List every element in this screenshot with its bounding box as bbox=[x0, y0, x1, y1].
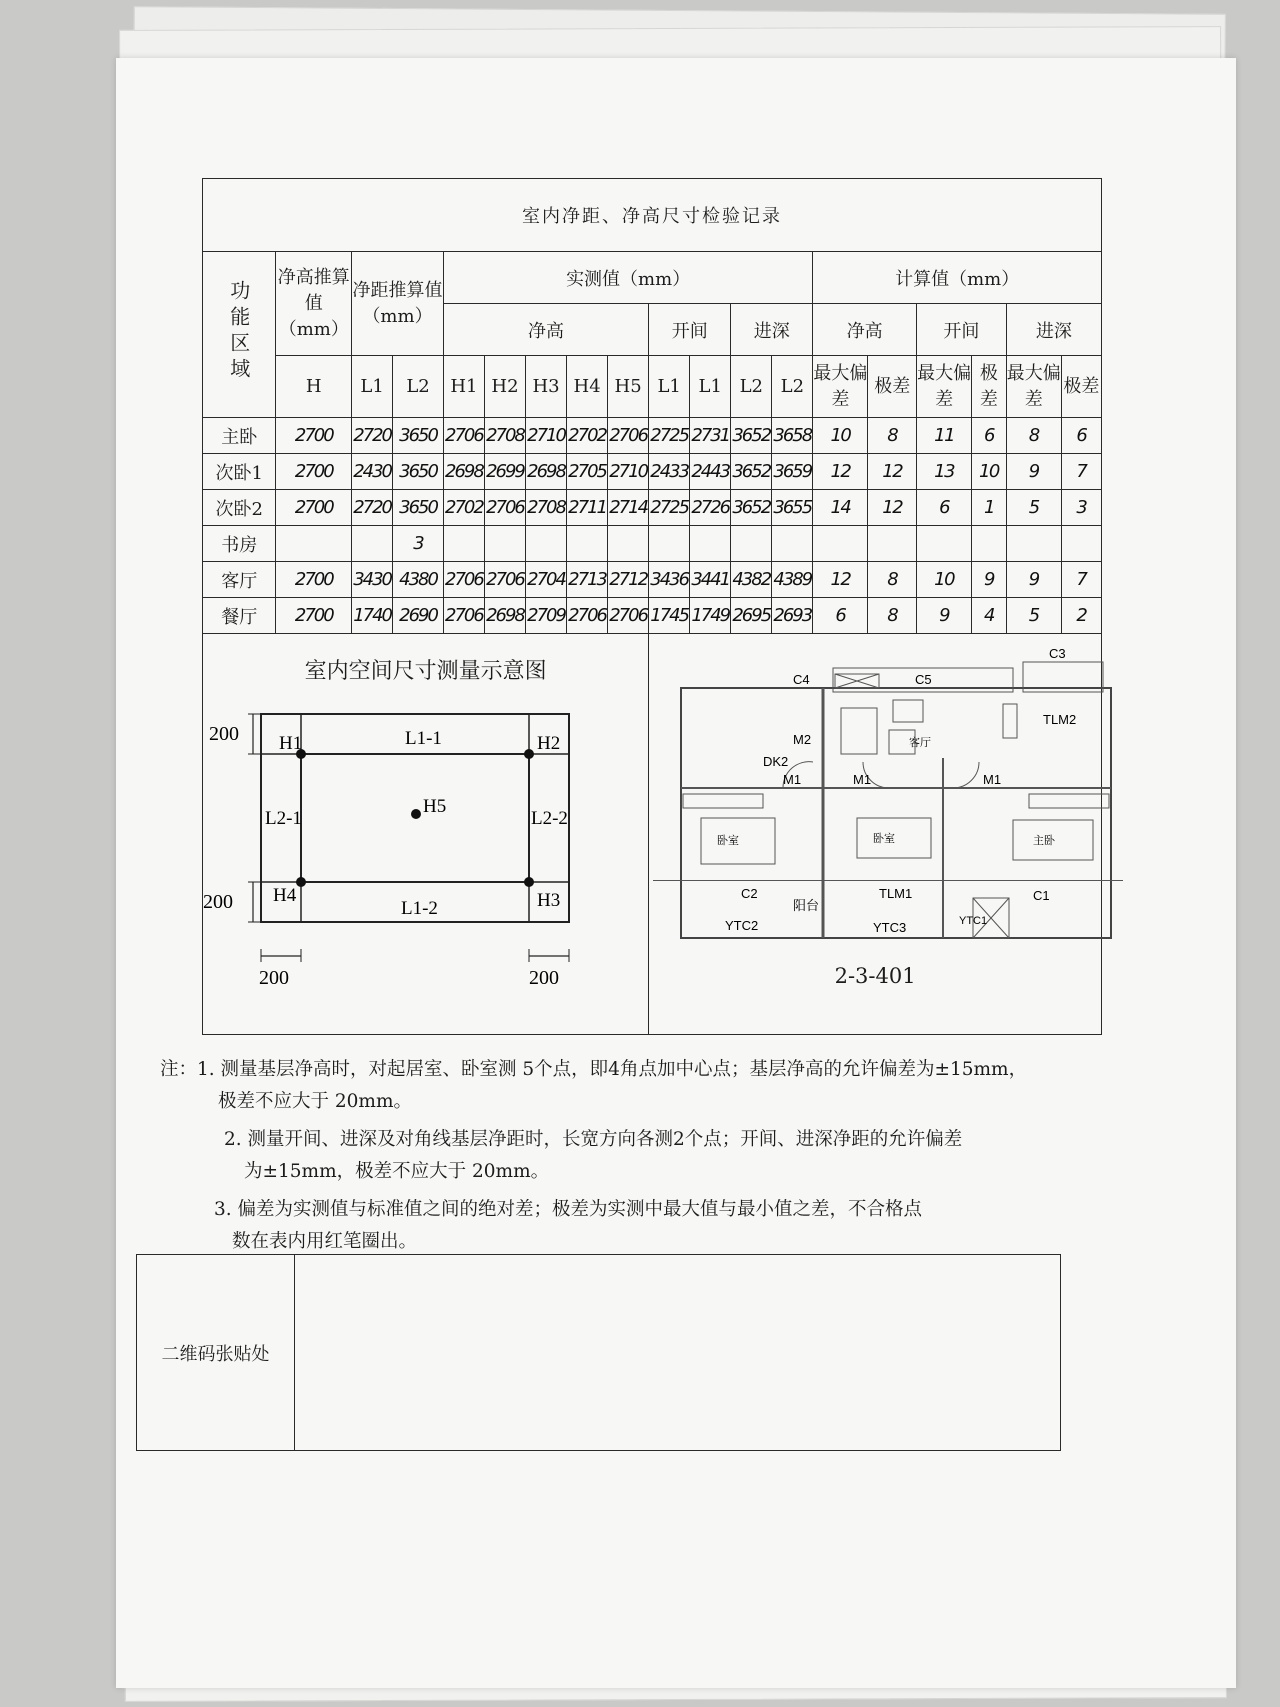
table-cell bbox=[1006, 526, 1061, 562]
fp-m1c: M1 bbox=[983, 772, 1002, 787]
col-code: L2 bbox=[772, 356, 813, 418]
table-cell: 3430 bbox=[352, 562, 393, 598]
floorplan-drawing bbox=[653, 648, 1123, 1018]
table-cell: 3650 bbox=[393, 490, 444, 526]
table-cell: 2704 bbox=[526, 562, 567, 598]
table-cell: 2430 bbox=[352, 454, 393, 490]
table-cell: 8 bbox=[868, 562, 917, 598]
label-l2-2: L2-2 bbox=[531, 808, 568, 829]
table-cell: 5 bbox=[1006, 598, 1061, 634]
col-range: 极差 bbox=[868, 356, 917, 418]
table-cell: 3650 bbox=[393, 418, 444, 454]
note-2-cont: 为±15mm，极差不应大于 20mm。 bbox=[244, 1161, 550, 1182]
table-cell: 2710 bbox=[608, 454, 649, 490]
dim-top-left: 200 bbox=[209, 723, 239, 745]
table-cell: 2700 bbox=[276, 454, 352, 490]
header-measured: 实测值（mm） bbox=[443, 252, 812, 304]
table-cell: 2708 bbox=[484, 418, 525, 454]
floorplan-caption: 2-3-401 bbox=[834, 964, 916, 988]
table-cell: 2699 bbox=[484, 454, 525, 490]
table-cell: 3436 bbox=[649, 562, 690, 598]
fp-tlm1: TLM1 bbox=[879, 886, 913, 901]
table-cell: 2695 bbox=[731, 598, 772, 634]
point-h4 bbox=[296, 877, 306, 887]
table-cell: 6 bbox=[972, 418, 1007, 454]
table-cell: 2433 bbox=[649, 454, 690, 490]
dim-bottom-left: 200 bbox=[203, 891, 233, 913]
fp-dk2: DK2 bbox=[763, 754, 789, 769]
fp-c4: C4 bbox=[793, 672, 810, 687]
header-function-area: 功能区域 bbox=[203, 252, 276, 418]
table-cell: 8 bbox=[868, 598, 917, 634]
table-cell bbox=[1061, 526, 1101, 562]
label-l1-1: L1-1 bbox=[405, 728, 442, 749]
label-l1-2: L1-2 bbox=[401, 898, 438, 919]
label-h5: H5 bbox=[423, 796, 447, 817]
table-cell: 2712 bbox=[608, 562, 649, 598]
col-code: L2 bbox=[731, 356, 772, 418]
label-h3: H3 bbox=[537, 890, 561, 911]
col-code: H3 bbox=[526, 356, 567, 418]
header-calc-net-height: 净高 bbox=[813, 304, 917, 356]
table-cell: 2700 bbox=[276, 490, 352, 526]
header-height-estimate: 净高推算值（mm） bbox=[276, 252, 352, 356]
fp-m1b: M1 bbox=[853, 772, 872, 787]
table-cell: 2690 bbox=[393, 598, 444, 634]
table-cell: 10 bbox=[917, 562, 972, 598]
measurement-table bbox=[202, 178, 1102, 1035]
table-cell: 1749 bbox=[690, 598, 731, 634]
table-cell bbox=[868, 526, 917, 562]
fp-woshi1: 卧室 bbox=[717, 835, 740, 847]
form-title: 室内净距、净高尺寸检验记录 bbox=[203, 179, 1102, 252]
note-1: 注：1. 测量基层净高时，对起居室、卧室测 5个点，即4角点加中心点；基层净高的允许偏差为±15mm， bbox=[160, 1059, 1028, 1080]
table-cell: 12 bbox=[868, 490, 917, 526]
table-cell: 2698 bbox=[484, 598, 525, 634]
room-name: 主卧 bbox=[203, 418, 276, 454]
table-cell bbox=[352, 526, 393, 562]
table-cell: 2706 bbox=[443, 598, 484, 634]
table-cell: 2720 bbox=[352, 490, 393, 526]
col-code: L2 bbox=[393, 356, 444, 418]
col-max-dev: 最大偏差 bbox=[1006, 356, 1061, 418]
table-cell: 2706 bbox=[608, 598, 649, 634]
note-3-cont: 数在表内用红笔圈出。 bbox=[232, 1231, 418, 1252]
table-cell: 3652 bbox=[731, 490, 772, 526]
table-cell: 6 bbox=[1061, 418, 1101, 454]
table-cell bbox=[649, 526, 690, 562]
table-row bbox=[203, 598, 1102, 634]
table-cell: 10 bbox=[813, 418, 868, 454]
col-max-dev: 最大偏差 bbox=[917, 356, 972, 418]
table-cell: 5 bbox=[1006, 490, 1061, 526]
note-2: 2. 测量开间、进深及对角线基层净距时，长宽方向各测2个点；开间、进深净距的允许偏差 bbox=[224, 1129, 963, 1150]
table-cell: 4380 bbox=[393, 562, 444, 598]
table-cell: 9 bbox=[1006, 454, 1061, 490]
table-cell: 2706 bbox=[567, 598, 608, 634]
table-cell bbox=[731, 526, 772, 562]
fp-c5: C5 bbox=[915, 672, 932, 687]
dim-bottom-a: 200 bbox=[259, 967, 289, 989]
header-bay: 开间 bbox=[649, 304, 731, 356]
table-cell: 12 bbox=[813, 454, 868, 490]
col-code: H5 bbox=[608, 356, 649, 418]
table-cell: 3652 bbox=[731, 418, 772, 454]
table-cell: 2706 bbox=[443, 562, 484, 598]
table-cell: 9 bbox=[917, 598, 972, 634]
col-code: H bbox=[276, 356, 352, 418]
room-name: 书房 bbox=[203, 526, 276, 562]
qr-area bbox=[295, 1255, 1061, 1451]
table-cell: 9 bbox=[1006, 562, 1061, 598]
table-cell: 2698 bbox=[526, 454, 567, 490]
col-max-dev: 最大偏差 bbox=[813, 356, 868, 418]
col-range: 极差 bbox=[972, 356, 1007, 418]
table-cell: 2725 bbox=[649, 418, 690, 454]
fp-c1: C1 bbox=[1033, 888, 1050, 903]
fp-m1a: M1 bbox=[783, 772, 802, 787]
table-cell: 2713 bbox=[567, 562, 608, 598]
data-rows bbox=[203, 418, 1102, 634]
label-h2: H2 bbox=[537, 733, 561, 754]
room-name: 次卧1 bbox=[203, 454, 276, 490]
table-cell: 4 bbox=[972, 598, 1007, 634]
table-cell: 3659 bbox=[772, 454, 813, 490]
col-code: L1 bbox=[690, 356, 731, 418]
room-name: 客厅 bbox=[203, 562, 276, 598]
header-calc-bay: 开间 bbox=[917, 304, 1007, 356]
table-row bbox=[203, 490, 1102, 526]
table-cell: 2710 bbox=[526, 418, 567, 454]
table-row bbox=[203, 418, 1102, 454]
table-cell: 7 bbox=[1061, 454, 1101, 490]
table-cell bbox=[526, 526, 567, 562]
table-cell: 2705 bbox=[567, 454, 608, 490]
table-cell: 2700 bbox=[276, 418, 352, 454]
header-calc-depth: 进深 bbox=[1006, 304, 1101, 356]
table-cell: 9 bbox=[972, 562, 1007, 598]
label-h4: H4 bbox=[273, 885, 297, 906]
table-cell bbox=[690, 526, 731, 562]
table-cell: 2693 bbox=[772, 598, 813, 634]
note-1-cont: 极差不应大于 20mm。 bbox=[218, 1091, 413, 1112]
table-cell: 2706 bbox=[484, 562, 525, 598]
table-cell bbox=[972, 526, 1007, 562]
fp-yangtai: 阳台 bbox=[793, 898, 820, 913]
dim-bottom-b: 200 bbox=[529, 967, 559, 989]
table-cell bbox=[608, 526, 649, 562]
table-cell bbox=[276, 526, 352, 562]
room-name: 餐厅 bbox=[203, 598, 276, 634]
table-cell: 3 bbox=[393, 526, 444, 562]
table-cell: 12 bbox=[813, 562, 868, 598]
floorplan-cell bbox=[649, 634, 1102, 1035]
table-cell: 2702 bbox=[567, 418, 608, 454]
table-cell: 8 bbox=[1006, 418, 1061, 454]
col-code: H1 bbox=[443, 356, 484, 418]
label-l2-1: L2-1 bbox=[265, 808, 302, 829]
table-cell: 2714 bbox=[608, 490, 649, 526]
table-cell: 3441 bbox=[690, 562, 731, 598]
table-cell: 2709 bbox=[526, 598, 567, 634]
table-cell: 2443 bbox=[690, 454, 731, 490]
table-cell: 13 bbox=[917, 454, 972, 490]
table-cell: 4382 bbox=[731, 562, 772, 598]
table-cell: 3652 bbox=[731, 454, 772, 490]
table-cell: 3 bbox=[1061, 490, 1101, 526]
table-cell: 2700 bbox=[276, 598, 352, 634]
room-name: 次卧2 bbox=[203, 490, 276, 526]
fp-ytc3: YTC3 bbox=[873, 920, 907, 935]
fp-tlm2: TLM2 bbox=[1043, 712, 1077, 727]
table-cell: 3650 bbox=[393, 454, 444, 490]
header-calculated: 计算值（mm） bbox=[813, 252, 1102, 304]
header-span-estimate: 净距推算值（mm） bbox=[352, 252, 444, 356]
col-code: H4 bbox=[567, 356, 608, 418]
table-cell: 4389 bbox=[772, 562, 813, 598]
table-cell: 3658 bbox=[772, 418, 813, 454]
point-h5 bbox=[411, 809, 421, 819]
table-row bbox=[203, 454, 1102, 490]
paper-sheet bbox=[116, 58, 1236, 1688]
fp-keting: 客厅 bbox=[909, 737, 932, 749]
table-cell bbox=[443, 526, 484, 562]
table-cell: 2 bbox=[1061, 598, 1101, 634]
column-code-row bbox=[203, 356, 1102, 418]
table-cell: 2708 bbox=[526, 490, 567, 526]
table-cell bbox=[484, 526, 525, 562]
table-cell: 2698 bbox=[443, 454, 484, 490]
notes-block bbox=[160, 1054, 1060, 1258]
table-row bbox=[203, 562, 1102, 598]
table-cell: 2706 bbox=[443, 418, 484, 454]
table-cell: 2711 bbox=[567, 490, 608, 526]
col-range: 极差 bbox=[1061, 356, 1101, 418]
fp-ytc2: YTC2 bbox=[725, 918, 759, 933]
point-h2 bbox=[524, 749, 534, 759]
table-cell: 2720 bbox=[352, 418, 393, 454]
header-net-height: 净高 bbox=[443, 304, 648, 356]
col-code: H2 bbox=[484, 356, 525, 418]
table-cell: 2726 bbox=[690, 490, 731, 526]
table-cell bbox=[772, 526, 813, 562]
inspection-form bbox=[136, 178, 1102, 1365]
measurement-diagram-cell bbox=[203, 634, 649, 1035]
table-cell: 3655 bbox=[772, 490, 813, 526]
table-cell bbox=[813, 526, 868, 562]
table-cell: 1745 bbox=[649, 598, 690, 634]
fp-zhuwo: 主卧 bbox=[1033, 835, 1056, 847]
table-cell: 2731 bbox=[690, 418, 731, 454]
table-row bbox=[203, 526, 1102, 562]
qr-table bbox=[136, 1254, 1061, 1451]
table-cell: 7 bbox=[1061, 562, 1101, 598]
col-code: L1 bbox=[649, 356, 690, 418]
fp-c3: C3 bbox=[1049, 648, 1066, 661]
diagram-title: 室内空间尺寸测量示意图 bbox=[304, 659, 547, 684]
table-cell: 1 bbox=[972, 490, 1007, 526]
table-cell: 12 bbox=[868, 454, 917, 490]
table-cell: 10 bbox=[972, 454, 1007, 490]
table-cell: 1740 bbox=[352, 598, 393, 634]
table-cell: 2725 bbox=[649, 490, 690, 526]
label-h1: H1 bbox=[279, 733, 303, 754]
table-cell: 8 bbox=[868, 418, 917, 454]
measurement-diagram bbox=[203, 694, 603, 1024]
table-cell: 6 bbox=[813, 598, 868, 634]
table-cell: 14 bbox=[813, 490, 868, 526]
table-cell: 2702 bbox=[443, 490, 484, 526]
point-h3 bbox=[524, 877, 534, 887]
table-cell: 2706 bbox=[608, 418, 649, 454]
fp-m2: M2 bbox=[793, 732, 812, 747]
table-cell: 2706 bbox=[484, 490, 525, 526]
table-cell bbox=[917, 526, 972, 562]
fp-woshi2: 卧室 bbox=[873, 833, 896, 845]
col-code: L1 bbox=[352, 356, 393, 418]
table-cell bbox=[567, 526, 608, 562]
note-3: 3. 偏差为实测值与标准值之间的绝对差；极差为实测中最大值与最小值之差，不合格点 bbox=[214, 1199, 923, 1220]
qr-label: 二维码张贴处 bbox=[137, 1255, 295, 1451]
table-cell: 2700 bbox=[276, 562, 352, 598]
fp-ytc1: YTC1 bbox=[959, 915, 988, 927]
table-cell: 6 bbox=[917, 490, 972, 526]
table-cell: 11 bbox=[917, 418, 972, 454]
header-depth: 进深 bbox=[731, 304, 813, 356]
fp-c2: C2 bbox=[741, 886, 758, 901]
